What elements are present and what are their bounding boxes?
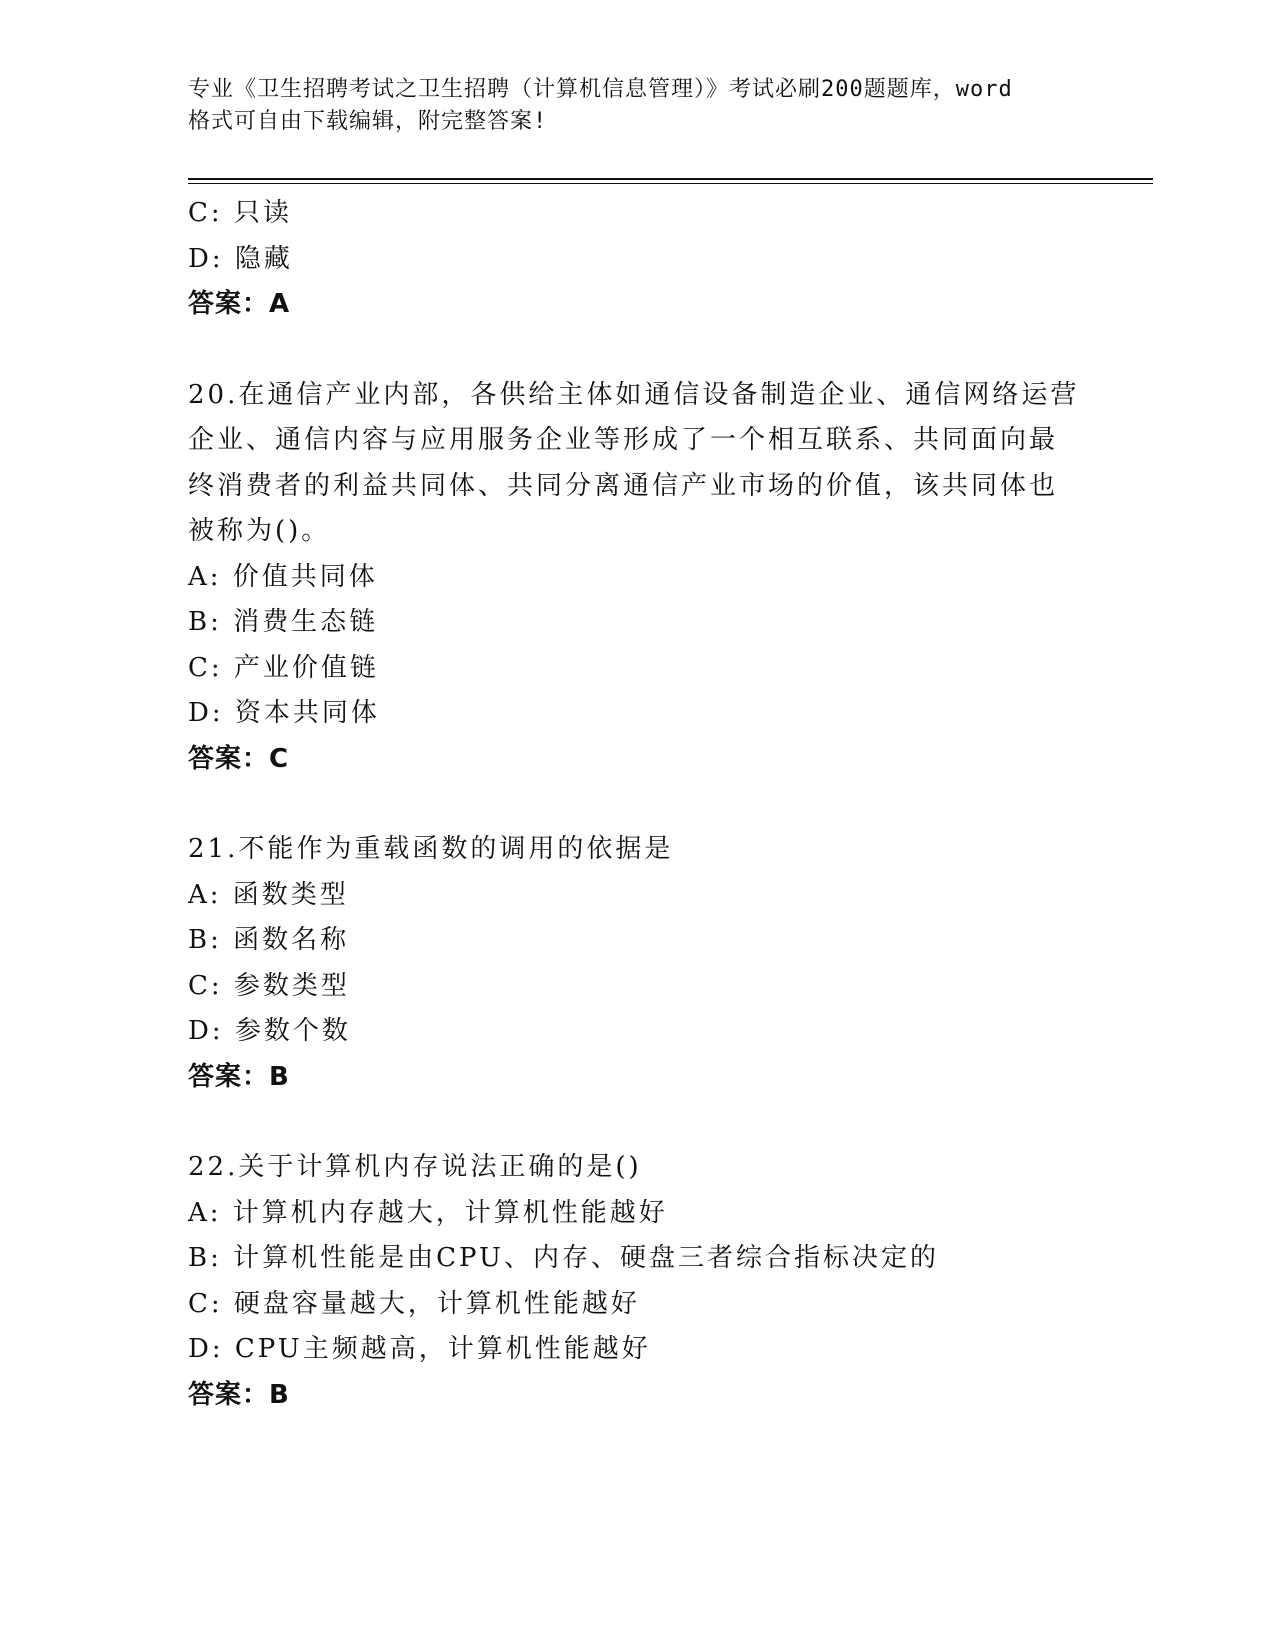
- option-c: C: 只读: [188, 198, 292, 228]
- header-divider-thin: [188, 183, 1153, 184]
- option-b: B: 计算机性能是由CPU、内存、硬盘三者综合指标决定的: [188, 1243, 939, 1273]
- question-stem-line: 21.不能作为重载函数的调用的依据是: [188, 834, 674, 864]
- option-a: A: 价值共同体: [188, 561, 378, 592]
- question-spacer: [188, 328, 1088, 373]
- question-20: [188, 373, 1088, 783]
- question-stem-line: 终消费者的利益共同体、共同分离通信产业市场的价值，该共同体也: [188, 470, 1059, 501]
- option-d: D: 资本共同体: [188, 698, 380, 728]
- answer-label: 答案：B: [188, 1379, 290, 1410]
- question-stem-line: 22.关于计算机内存说法正确的是(): [188, 1152, 642, 1182]
- question-22: [188, 1145, 1088, 1418]
- question-spacer: [188, 782, 1088, 827]
- question-spacer: [188, 1100, 1088, 1145]
- header-title-line-2: 格式可自由下载编辑，附完整答案!: [188, 109, 548, 134]
- option-a: A: 函数类型: [188, 879, 349, 910]
- option-d: D: 隐藏: [188, 243, 293, 274]
- question-stem-line: 20.在通信产业内部，各供给主体如通信设备制造企业、通信网络运营: [188, 379, 1080, 410]
- option-d: D: 参数个数: [188, 1016, 351, 1046]
- answer-label: 答案：A: [188, 289, 291, 319]
- answer-label: 答案：B: [188, 1061, 290, 1092]
- header-title-line-1: 专业《卫生招聘考试之卫生招聘（计算机信息管理）》考试必刷200题题库，word: [188, 77, 1013, 102]
- option-c: C: 产业价值链: [188, 652, 379, 683]
- option-a: A: 计算机内存越大，计算机性能越好: [188, 1197, 668, 1228]
- answer-label: 答案：C: [188, 743, 290, 774]
- option-b: B: 消费生态链: [188, 607, 379, 637]
- option-d: D: CPU主频越高，计算机性能越好: [188, 1334, 651, 1364]
- question-list: [188, 191, 1088, 1418]
- option-c: C: 硬盘容量越大，计算机性能越好: [188, 1288, 640, 1319]
- question-stem-line: 企业、通信内容与应用服务企业等形成了一个相互联系、共同面向最: [188, 425, 1059, 455]
- option-b: B: 函数名称: [188, 925, 350, 955]
- question-stem-line: 被称为()。: [188, 516, 331, 546]
- document-header: [188, 74, 1088, 138]
- question-21: [188, 827, 1088, 1100]
- header-divider-thick: [188, 178, 1153, 180]
- previous-question-tail: [188, 191, 1088, 328]
- option-c: C: 参数类型: [188, 970, 350, 1001]
